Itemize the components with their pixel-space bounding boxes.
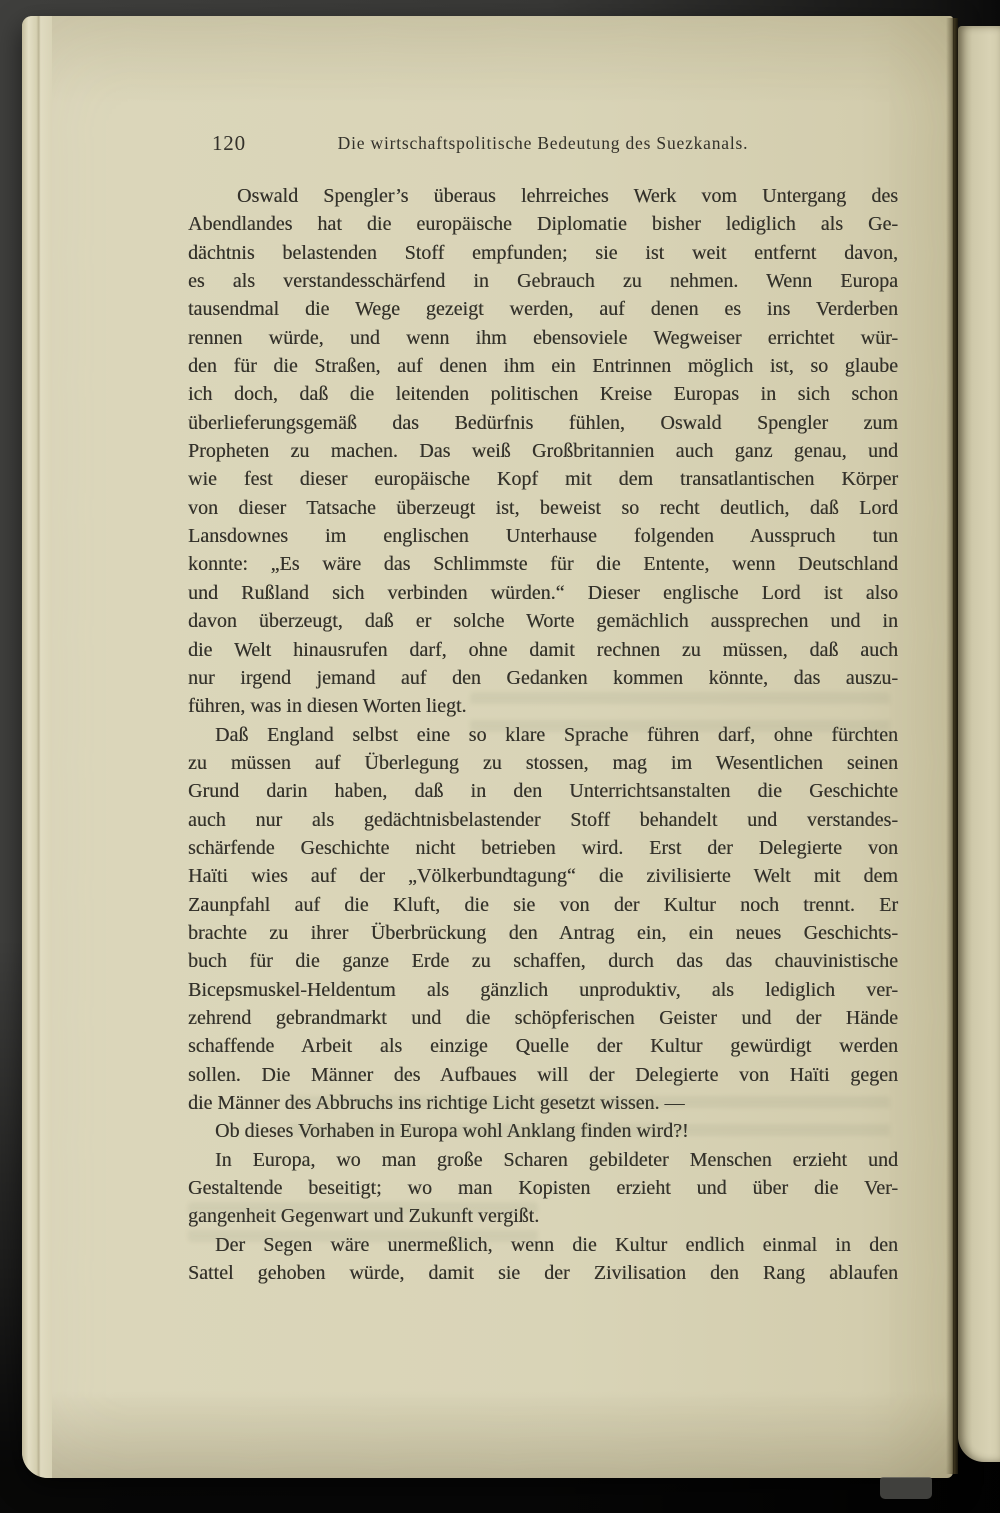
text-line: die Männer des Abbruchs ins richtige Licht gesetzt wissen. — (188, 1092, 685, 1114)
text-line: buch für die ganze Erde zu schaffen, durch das das chauvinistische (188, 950, 898, 973)
text-line: sollen. Die Männer des Aufbaues will der Delegierte von Haïti gegen (188, 1063, 898, 1086)
text-line: dächtnis belastenden Stoff empfunden; sie ist weit entfernt davon, (188, 241, 898, 264)
text-line: wie fest dieser europäische Kopf mit dem transatlantischen Körper (188, 468, 898, 491)
text-line: schaffende Arbeit als einzige Quelle der Kultur gewürdigt werden (188, 1035, 898, 1058)
text-line: Propheten zu machen. Das weiß Großbritannien auch ganz genau, und (188, 440, 898, 463)
text-line: den für die Straßen, auf denen ihm ein Entrinnen möglich ist, so glaube (188, 355, 898, 378)
text-line: zehrend gebrandmarkt und die schöpferischen Geister und der Hände (188, 1006, 898, 1029)
text-line: Lansdownes im englischen Unterhause folgenden Ausspruch tun (188, 525, 898, 548)
text-line: auch nur als gedächtnisbelastender Stoff behandelt und verstandes- (188, 808, 898, 831)
ink-show-through (470, 692, 890, 732)
text-line: Haïti wies auf der „Völkerbundtagung“ die zivilisierte Welt mit dem (188, 865, 898, 888)
text-line: rennen würde, und wenn ihm ebensoviele Wegweiser errichtet wür- (188, 326, 898, 349)
text-line: zu müssen auf Überlegung zu stossen, mag im Wesentlichen seinen (188, 751, 898, 774)
text-line: die Welt hinausrufen darf, ohne damit rechnen zu müssen, daß auch (188, 638, 898, 661)
page-edge-tab (880, 1477, 932, 1499)
ink-show-through (188, 1202, 538, 1242)
text-line: davon überzeugt, daß er solche Worte gemächlich aussprechen und in (188, 610, 898, 633)
text-line: Abendlandes hat die europäische Diplomatie bisher lediglich als Ge- (188, 213, 898, 236)
text-line: schärfende Geschichte nicht betrieben wird. Erst der Delegierte von (188, 836, 898, 859)
text-line: Grund darin haben, daß in den Unterrichtsanstalten die Geschichte (188, 780, 898, 803)
text-line: Sattel gehoben würde, damit sie der Zivilisation den Rang ablaufen (188, 1262, 898, 1285)
text-line: In Europa, wo man große Scharen gebildeter Menschen erzieht und (215, 1148, 898, 1171)
text-line: ich doch, daß die leitenden politischen Kreise Europas in sich schon (188, 383, 898, 406)
text-line: überlieferungsgemäß das Bedürfnis fühlen, Oswald Spengler zum (188, 411, 898, 434)
text-line: führen, was in diesen Worten liegt. (188, 695, 467, 718)
text-line: Daß England selbst eine so klare Sprache führen darf, ohne fürchten (215, 723, 898, 746)
text-line: Gestaltende beseitigt; wo man Kopisten erzieht und über die Ver- (188, 1177, 898, 1200)
book-page (22, 16, 953, 1478)
text-line: Der Segen wäre unermeßlich, wenn die Kultur endlich einmal in den (215, 1233, 898, 1256)
text-line: Oswald Spengler’s überaus lehrreiches Werk vom Untergang des (237, 185, 898, 207)
page-number: 120 (212, 131, 246, 155)
text-line: und Rußland sich verbinden würden.“ Dieser englische Lord ist also (188, 581, 898, 604)
text-line: brachte zu ihrer Überbrückung den Antrag ein, ein neues Geschichts- (188, 921, 898, 944)
text-line: von dieser Tatsache überzeugt ist, beweist so recht deutlich, daß Lord (188, 496, 898, 519)
ink-show-through (290, 1096, 890, 1152)
page-left-edge (22, 16, 52, 1478)
text-line: gangenheit Gegenwart und Zukunft vergißt. (188, 1205, 540, 1228)
gutter-crease (946, 18, 958, 1474)
text-line: nur irgend jemand auf den Gedanken kommen könnte, das auszu- (188, 666, 898, 689)
text-line: tausendmal die Wege gezeigt werden, auf denen es ins Verderben (188, 298, 898, 321)
text-line: es als verstandesschärfend in Gebrauch zu nehmen. Wenn Europa (188, 270, 898, 293)
paragraph (188, 721, 898, 1118)
page-header (188, 130, 898, 156)
next-page-sliver (958, 26, 1000, 1462)
running-header: Die wirtschaftspolitische Bedeutung des Suezkanals. (337, 133, 749, 153)
text-line: Ob dieses Vorhaben in Europa wohl Anklang finden wird?! (215, 1120, 689, 1143)
text-line: Zaunpfahl auf die Kluft, die sie von der Kultur noch trennt. Er (188, 893, 898, 916)
paragraph (188, 182, 898, 721)
text-line: konnte: „Es wäre das Schlimmste für die Entente, wenn Deutschland (188, 553, 898, 576)
text-line: Bicepsmuskel-Heldentum als gänzlich unproduktiv, als lediglich ver- (188, 978, 898, 1001)
